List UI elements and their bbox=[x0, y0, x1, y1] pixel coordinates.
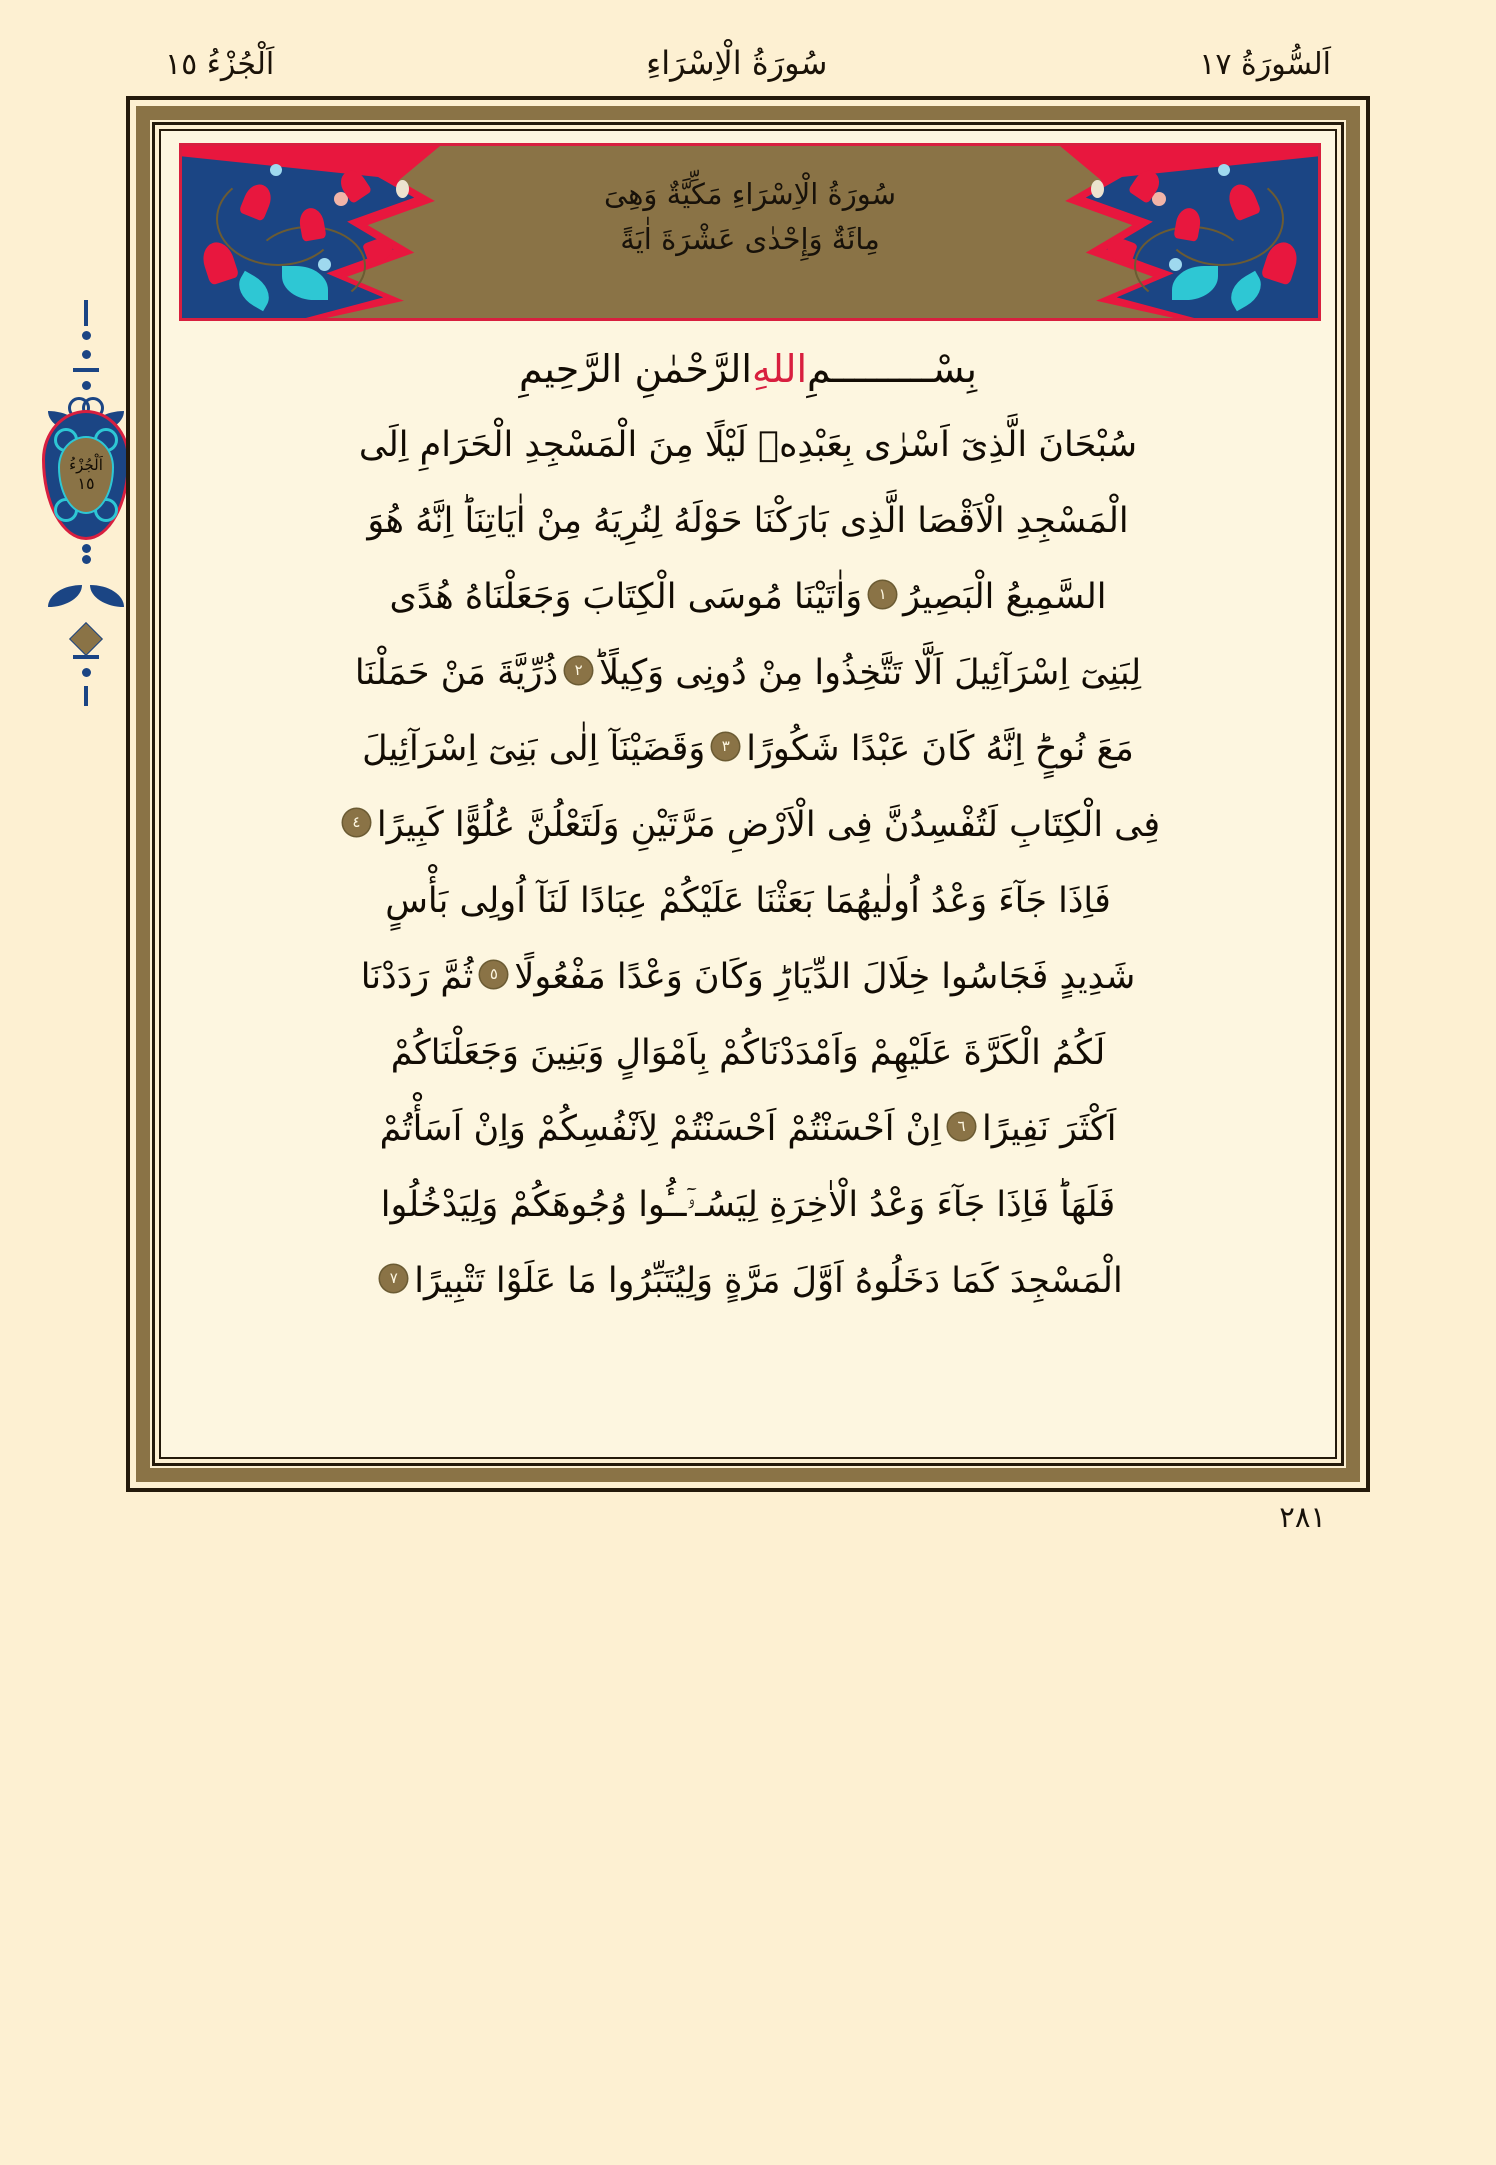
ayah-line bbox=[183, 1091, 1313, 1167]
juz-medallion bbox=[42, 410, 130, 540]
ayah-text-run: اَكْثَرَ نَفِيرًا bbox=[981, 1109, 1117, 1149]
ayah-line bbox=[183, 483, 1313, 559]
ayah-text-run: مَعَ نُوحٍؕ اِنَّهُ كَانَ عَبْدًا شَكُورًا bbox=[746, 729, 1134, 769]
ayah-text-run: الْمَسْجِدَ كَمَا دَخَلُوهُ اَوَّلَ مَرَّةٍ وَلِيُتَبِّرُوا مَا عَلَوْا تَتْبِيرًا bbox=[414, 1261, 1123, 1301]
ayah-line bbox=[183, 407, 1313, 483]
page-frame bbox=[126, 96, 1370, 1492]
ayah-number-marker: ١ bbox=[869, 581, 896, 608]
ornament-dot-icon bbox=[82, 350, 91, 359]
ayah-number-marker: ٣ bbox=[712, 733, 739, 760]
ornament-bar-icon bbox=[84, 686, 88, 706]
quran-text-block bbox=[183, 331, 1313, 1447]
header-surah-number: اَلسُّورَةُ ١٧ bbox=[1199, 46, 1331, 82]
medallion-juz-number: ١٥ bbox=[77, 474, 95, 494]
ayah-number-marker: ٧ bbox=[380, 1265, 407, 1292]
ornament-dot-icon bbox=[82, 331, 91, 340]
ornament-hbar-icon bbox=[73, 368, 99, 372]
header-surah-title: سُورَةُ الْاِسْرَاءِ bbox=[646, 44, 828, 83]
ayah-text-run: ذُرِّيَّةَ مَنْ حَمَلْنَا bbox=[354, 653, 559, 693]
ornament-dot-icon bbox=[82, 555, 91, 564]
ayah-number-marker: ٥ bbox=[480, 961, 507, 988]
page-number: ٢٨١ bbox=[1279, 1500, 1326, 1534]
ayah-line bbox=[183, 939, 1313, 1015]
ayah-line bbox=[183, 1167, 1313, 1243]
ayah-text-run: ثُمَّ رَدَدْنَا bbox=[360, 957, 474, 997]
surah-banner-text bbox=[182, 172, 1318, 262]
page-content-area bbox=[165, 135, 1331, 1453]
ayah-text-run: بِسْـــــــــمِ bbox=[807, 347, 977, 391]
ayah-number-marker: ٤ bbox=[343, 809, 370, 836]
ayah-text-run: لَكُمُ الْكَرَّةَ عَلَيْهِمْ وَاَمْدَدْنَاكُمْ بِاَمْوَالٍ وَبَنِينَ وَجَعَلْنَاكُمْ bbox=[390, 1033, 1106, 1073]
ayah-line bbox=[183, 1243, 1313, 1319]
ayah-text-run: وَاٰتَيْنَا مُوسَى الْكِتَابَ وَجَعَلْنَاهُ هُدًى bbox=[389, 577, 863, 617]
header-juz-label: اَلْجُزْءُ ١٥ bbox=[165, 46, 275, 82]
ayah-line bbox=[183, 559, 1313, 635]
page-number-row bbox=[0, 1500, 1496, 1534]
ayah-text-run: الْمَسْجِدِ الْاَقْصَا الَّذِى بَارَكْنَا حَوْلَهُ لِنُرِيَهُ مِنْ اٰيَاتِنَاؕ اِنَّهُ هُوَ bbox=[367, 501, 1129, 541]
ayah-text-run: فَاِذَا جَآءَ وَعْدُ اُولٰيهُمَا بَعَثْنَا عَلَيْكُمْ عِبَادًا لَنَآ اُولِى بَأْسٍ bbox=[385, 881, 1111, 921]
surah-header-banner bbox=[179, 143, 1321, 321]
ayah-line bbox=[183, 1015, 1313, 1091]
ayah-line bbox=[183, 635, 1313, 711]
side-ornament bbox=[34, 300, 138, 650]
surah-banner-line-1: سُورَةُ الْاِسْرَاءِ مَكِّيَّةٌ وَهِىَ bbox=[603, 177, 897, 211]
ornament-palmette-icon bbox=[46, 569, 126, 627]
medallion-juz-word: اَلْجُزْءُ bbox=[69, 455, 103, 474]
ornament-bar-icon bbox=[84, 300, 88, 326]
ayah-text-run: سُبْحَانَ الَّذِىٓ اَسْرٰى بِعَبْدِهٖ لَيْلًا مِنَ الْمَسْجِدِ الْحَرَامِ اِلَى bbox=[358, 425, 1138, 465]
ayah-text-run: الرَّحْمٰنِ الرَّحِيمِ bbox=[519, 347, 752, 391]
ayah-text-run: السَّمِيعُ الْبَصِيرُ bbox=[903, 577, 1107, 617]
ayah-text-run: لِبَنِىٓ اِسْرَآئِيلَ اَلَّا تَتَّخِذُوا مِنْ دُونِى وَكِيلًاؕ bbox=[599, 653, 1142, 693]
running-header bbox=[0, 34, 1496, 94]
ayah-line bbox=[183, 787, 1313, 863]
ayah-number-marker: ٢ bbox=[565, 657, 592, 684]
ayah-text-run: شَدِيدٍ فَجَاسُوا خِلَالَ الدِّيَارِؕ وَكَانَ وَعْدًا مَفْعُولًا bbox=[514, 957, 1136, 997]
ayah-line bbox=[183, 711, 1313, 787]
surah-banner-line-2: مِائَةٌ وَإِحْدٰى عَشْرَةَ اٰيَةً bbox=[620, 221, 880, 256]
ornament-dot-icon bbox=[82, 668, 91, 677]
ayah-text-run: فِى الْكِتَابِ لَتُفْسِدُنَّ فِى الْاَرْضِ مَرَّتَيْنِ وَلَتَعْلُنَّ عُلُوًّا كَبِيرًا bbox=[376, 805, 1161, 845]
ornament-diamond-icon bbox=[69, 622, 103, 656]
ayah-line bbox=[183, 863, 1313, 939]
lafz-al-jalalah: اللهِ bbox=[751, 347, 808, 391]
ayah-number-marker: ٦ bbox=[948, 1113, 975, 1140]
ayah-text-run: وَقَضَيْنَآ اِلٰى بَنِىٓ اِسْرَآئِيلَ bbox=[362, 729, 706, 769]
ayah-text-run: فَلَهَاؕ فَاِذَا جَآءَ وَعْدُ الْاٰخِرَةِ لِيَسُـۥٓــُٔوا وُجُوهَكُمْ وَلِيَدْخُلُوا bbox=[380, 1185, 1116, 1225]
ayah-text-run: اِنْ اَحْسَنْتُمْ اَحْسَنْتُمْ لِاَنْفُسِكُمْ وَاِنْ اَسَأْتُمْ bbox=[379, 1109, 941, 1149]
bismillah-line bbox=[183, 331, 1313, 407]
ornament-dot-icon bbox=[82, 381, 91, 390]
